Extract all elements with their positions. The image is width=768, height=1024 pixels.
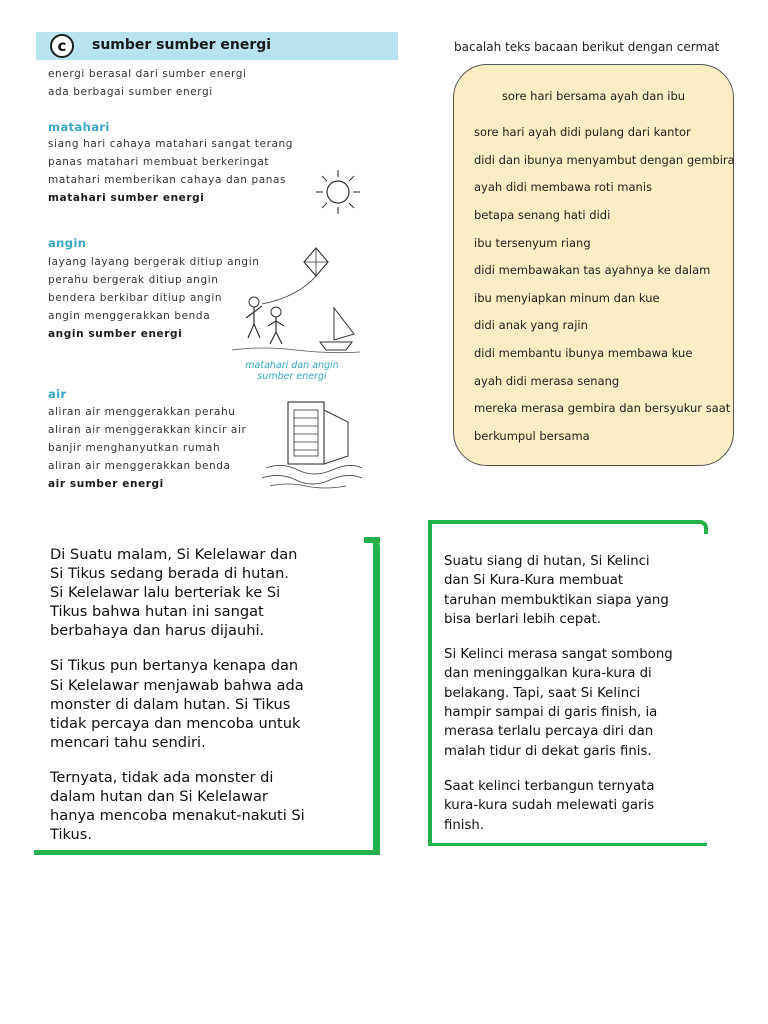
reading-line: didi anak yang rajin (474, 318, 588, 332)
section-heading-matahari: matahari (48, 120, 110, 134)
energy-line: matahari memberikan cahaya dan panas (48, 174, 287, 186)
reading-line: didi membawakan tas ayahnya ke dalam (474, 263, 711, 277)
kite-children-illustration (232, 242, 360, 360)
reading-line: betapa senang hati didi (474, 208, 611, 222)
story-paragraph: Ternyata, tidak ada monster di dalam hutan dan Si Kelelawar hanya mencoba menakut-nakuti Si Tikus. (50, 768, 305, 844)
energy-line: aliran air menggerakkan perahu (48, 406, 236, 418)
story-paragraph: Saat kelinci terbangun ternyata kura-kura sudah melewati garis finish. (444, 778, 655, 833)
reading-title: sore hari bersama ayah dan ibu (501, 89, 686, 103)
energy-conclusion: air sumber energi (48, 478, 164, 490)
reading-line: ibu tersenyum riang (474, 236, 591, 250)
reading-line: ibu menyiapkan minum dan kue (474, 291, 660, 305)
energy-line: siang hari cahaya matahari sangat terang (48, 138, 294, 150)
reading-instruction: bacalah teks bacaan berikut dengan cermat (454, 40, 720, 54)
reading-line: berkumpul bersama (474, 429, 590, 443)
energy-intro-line: energi berasal dari sumber energi (48, 68, 247, 80)
reading-card (453, 64, 734, 466)
reading-line: didi dan ibunya menyambut dengan gembira (474, 153, 735, 167)
energy-line: panas matahari membuat berkeringat (48, 156, 270, 168)
story-rabbit-turtle (428, 520, 707, 846)
energy-line: layang layang bergerak ditiup angin (48, 256, 260, 268)
energy-line: aliran air menggerakkan kincir air (48, 424, 247, 436)
section-heading-angin: angin (48, 236, 87, 250)
energy-line: aliran air menggerakkan benda (48, 460, 231, 472)
section-heading-air: air (48, 387, 67, 401)
reading-line: mereka merasa gembira dan bersyukur saat (474, 401, 731, 415)
energy-line: banjir menghanyutkan rumah (48, 442, 221, 454)
energy-line: angin menggerakkan benda (48, 310, 211, 322)
energy-conclusion: angin sumber energi (48, 328, 183, 340)
reading-line: sore hari ayah didi pulang dari kantor (474, 125, 691, 139)
energy-title: sumber sumber energi (92, 37, 272, 53)
reading-line: didi membantu ibunya membawa kue (474, 346, 693, 360)
reading-line: ayah didi membawa roti manis (474, 180, 653, 194)
energy-intro-line: ada berbagai sumber energi (48, 86, 213, 98)
energy-textbook-page (36, 30, 400, 495)
section-badge: c (50, 34, 74, 58)
story-paragraph: Di Suatu malam, Si Kelelawar dan Si Tikus sedang berada di hutan. Si Kelelawar lalu berteriak ke Si Tikus bahwa hutan ini sangat berbahaya dan harus dijauhi. (50, 546, 298, 640)
story-paragraph: Si Kelinci merasa sangat sombong dan meninggalkan kura-kura di belakang. Tapi, saat Si Kelinci hampir sampai di garis finish, ia merasa terlalu percaya diri dan malah tidur di dekat garis finis. (444, 647, 673, 759)
story-paragraph: Si Tikus pun bertanya kenapa dan Si Kelelawar menjawab bahwa ada monster di dalam hutan. Si Tikus tidak percaya dan mencoba untuk mencari tahu sendiri. (50, 657, 304, 751)
energy-line: bendera berkibar ditiup angin (48, 292, 223, 304)
story-paragraph: Suatu siang di hutan, Si Kelinci dan Si Kura-Kura membuat taruhan membuktikan siapa yang bisa berlari lebih cepat. (444, 554, 669, 627)
waterwheel-illustration (262, 396, 364, 490)
energy-header-bar (36, 32, 398, 60)
reading-line: ayah didi merasa senang (474, 374, 620, 388)
sun-illustration (314, 168, 362, 216)
story-bat-mouse (34, 537, 380, 855)
illustration-caption: matahari dan angin sumber energi (245, 360, 339, 382)
green-border-accent (364, 537, 380, 543)
energy-conclusion: matahari sumber energi (48, 192, 205, 204)
energy-line: perahu bergerak ditiup angin (48, 274, 219, 286)
green-border-accent (694, 520, 708, 534)
